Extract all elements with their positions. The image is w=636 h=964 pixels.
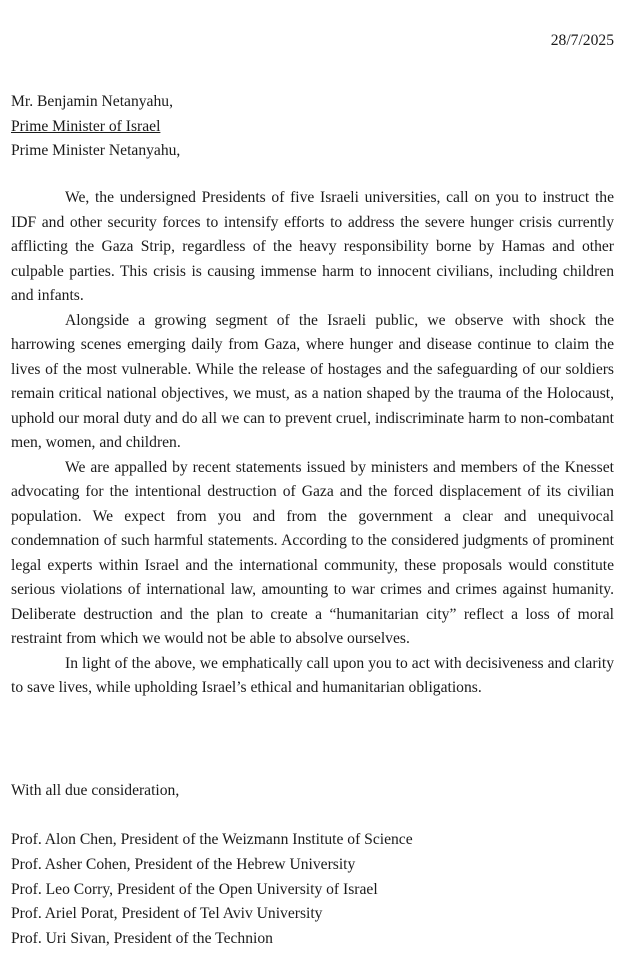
paragraph-3: We are appalled by recent statements issued by ministers and members of the Knesset advocating for the intentional destruction of Gaza and the forced displacement of its civilian population. We expect from you and from the government a clear and unequivocal condemnation of such harmful statements. According to the considered judgments of prominent legal experts within Israel and the international community, these proposals would constitute serious violations of international law, amounting to war crimes and crimes against humanity. Deliberate destruction and the plan to create a “humanitarian city” reflect a loss of moral restraint from which we would not be able to absolve ourselves. (11, 458, 614, 647)
closing: With all due consideration, (11, 782, 180, 799)
signatory: Prof. Alon Chen, President of the Weizmann Institute of Science (11, 831, 413, 848)
addressee-name: Mr. Benjamin Netanyahu, (11, 93, 173, 110)
signatory: Prof. Ariel Porat, President of Tel Aviv University (11, 905, 323, 923)
addressee-title: Prime Minister of Israel (11, 117, 161, 135)
signatory: Prof. Uri Sivan, President of the Technion (11, 930, 273, 948)
letter-body (11, 186, 614, 701)
letter-date: 28/7/2025 (550, 32, 614, 49)
paragraph-1: We, the undersigned Presidents of five Israeli universities, call on you to instruct the IDF and other security forces to intensify efforts to address the severe hunger crisis currently afflicting the Gaza Strip, regardless of the heavy responsibility borne by Hamas and other culpable parties. This crisis is causing immense harm to innocent civilians, including children and infants. (11, 189, 614, 304)
signatory: Prof. Leo Corry, President of the Open University of Israel (11, 880, 378, 898)
paragraph-4: In light of the above, we emphatically call upon you to act with decisiveness and clarity to save lives, while upholding Israel’s ethical and humanitarian obligations. (11, 654, 614, 696)
addressee-block (11, 90, 173, 139)
paragraph-2: Alongside a growing segment of the Israeli public, we observe with shock the harrowing scenes emerging daily from Gaza, where hunger and disease continue to claim the lives of the most vulnerable. While the release of hostages and the safeguarding of our soldiers remain critical national objectives, we must, as a nation shaped by the trauma of the Holocaust, uphold our moral duty and do all we can to prevent cruel, indiscriminate harm to non-combatant men, women, and children. (11, 311, 614, 451)
signatory: Prof. Asher Cohen, President of the Hebrew University (11, 855, 356, 873)
signatory-list (11, 828, 413, 952)
salutation: Prime Minister Netanyahu, (11, 142, 181, 159)
